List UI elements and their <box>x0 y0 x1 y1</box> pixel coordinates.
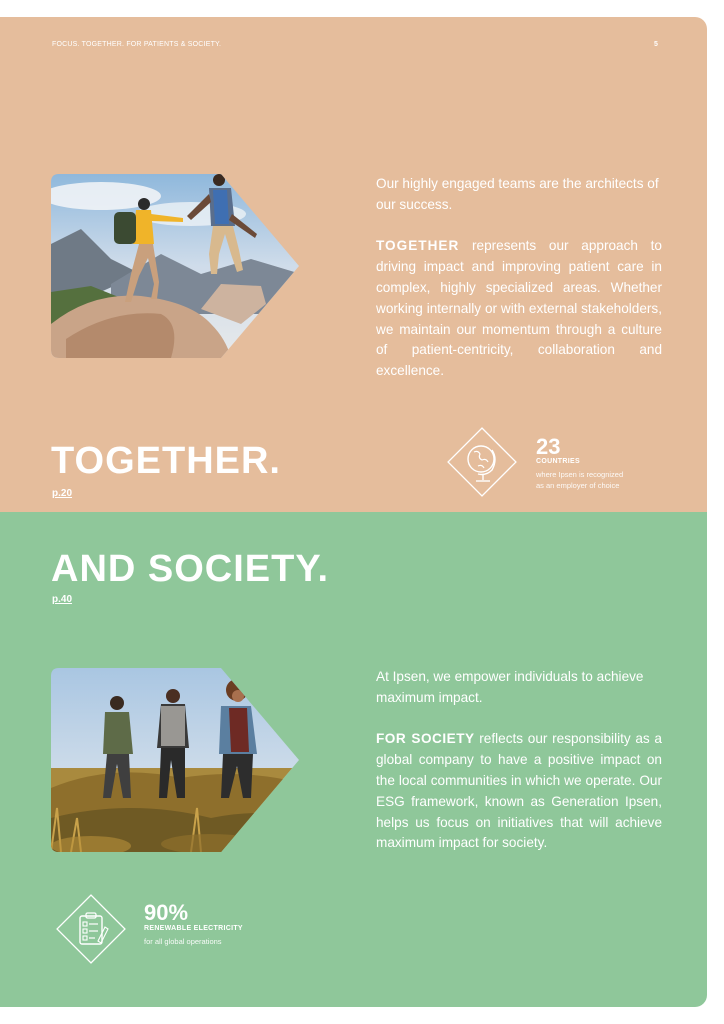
checklist-icon <box>51 889 131 969</box>
countries-desc-line-2: as an employer of choice <box>536 481 620 490</box>
society-keyword: FOR SOCIETY <box>376 731 475 747</box>
countries-stat-label: COUNTRIES <box>536 458 580 465</box>
society-body-paragraph <box>376 729 662 854</box>
renewable-stat-value: 90% <box>144 900 189 925</box>
together-body-paragraph <box>376 236 662 382</box>
together-intro: Our highly engaged teams are the architects of our success. <box>376 176 659 212</box>
together-copy <box>376 174 662 382</box>
hikers-photo <box>51 174 301 358</box>
renewable-stat-description: for all global operations <box>144 937 222 946</box>
society-body: reflects our responsibility as a global company to have a positive impact on the local communities in which we operate. Our ESG framework, known as Generation Ipsen, helps us focus on initiatives that will achieve maximum impact for society. <box>376 731 662 851</box>
society-intro: At Ipsen, we empower individuals to achieve maximum impact. <box>376 669 644 705</box>
together-keyword: TOGETHER <box>376 238 460 254</box>
countries-stat-description <box>536 469 623 491</box>
society-headline: AND SOCIETY. <box>51 548 330 590</box>
renewable-stat-label: RENEWABLE ELECTRICITY <box>144 925 243 932</box>
society-page-link[interactable]: p.40 <box>52 594 73 605</box>
running-title: FOCUS. TOGETHER. FOR PATIENTS & SOCIETY. <box>52 41 222 48</box>
together-body: represents our approach to driving impact and improving patient care in complex, highly specialized areas. Whether working internally or with external stakeholders, we maintain our momentum through a culture of patient-centricity, collaboration and excellence. <box>376 238 662 379</box>
countries-stat-value: 23 <box>536 434 561 459</box>
page <box>0 17 707 1007</box>
walkers-photo <box>51 668 301 852</box>
together-headline: TOGETHER. <box>51 440 281 482</box>
countries-desc-line-1: where Ipsen is recognized <box>536 470 624 479</box>
together-section <box>0 17 707 512</box>
globe-icon <box>442 422 522 502</box>
society-section <box>0 512 707 1007</box>
society-copy <box>376 667 662 854</box>
page-number: 5 <box>654 41 658 48</box>
together-page-link[interactable]: p.20 <box>52 488 73 499</box>
